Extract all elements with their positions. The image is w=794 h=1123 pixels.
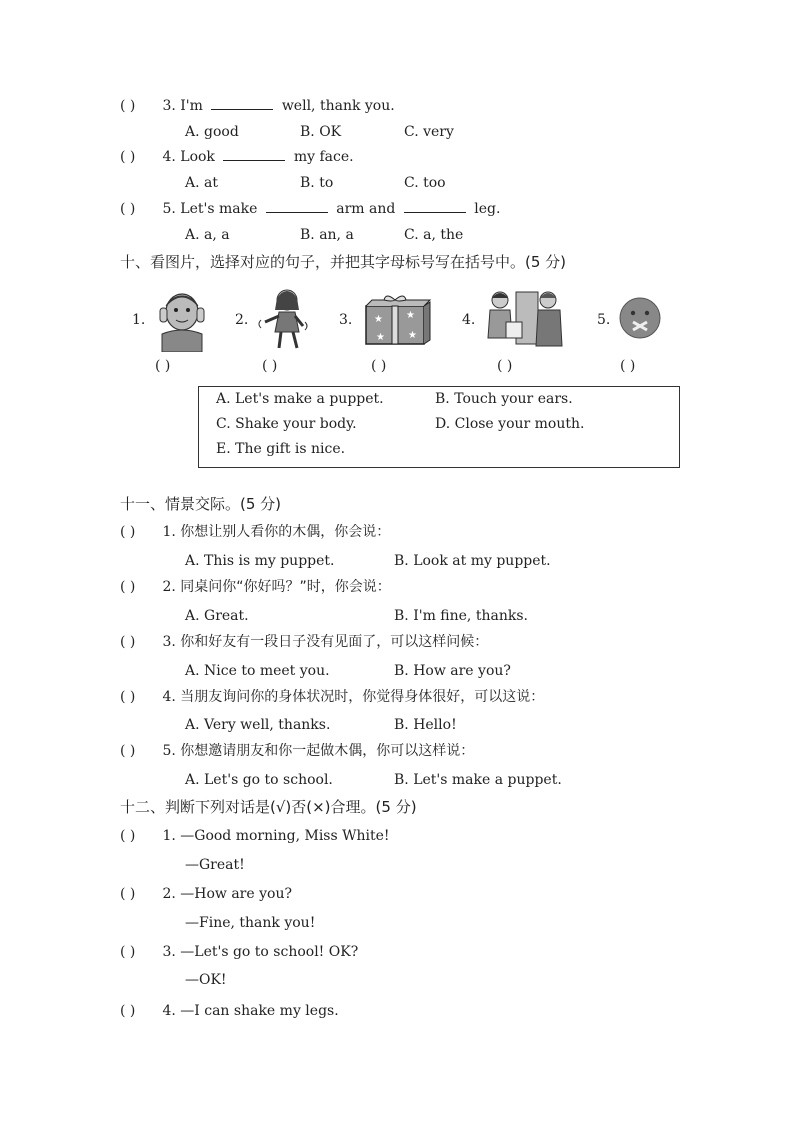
q11-item-3 — [120, 633, 488, 651]
option-a: A. Great. — [185, 608, 249, 624]
answer-paren[interactable]: ( ) — [120, 886, 136, 902]
dialogue-reply: —OK! — [185, 972, 227, 988]
picture-number: 5. — [597, 312, 611, 328]
dialogue-line: —Good morning, Miss White! — [180, 828, 390, 844]
option-b: B. to — [300, 175, 334, 191]
q12-item-3 — [120, 943, 358, 961]
box-option-e: E. The gift is nice. — [216, 441, 346, 457]
sentence-part: Look — [180, 149, 215, 165]
answer-paren[interactable]: ( ) — [120, 828, 136, 844]
section-10-heading: 十、看图片，选择对应的句子，并把其字母标号写在括号中。(5 分) — [120, 253, 567, 271]
option-b: B. an, a — [300, 227, 354, 243]
option-b: B. How are you? — [394, 663, 511, 679]
q12-item-2 — [120, 885, 292, 903]
option-a: A. Let's go to school. — [185, 772, 333, 788]
section-11-heading: 十一、情景交际。(5 分) — [120, 495, 282, 513]
q9-item-4 — [120, 148, 354, 166]
answer-paren[interactable]: ( ) — [120, 201, 136, 217]
sentence-part: my face. — [293, 149, 354, 165]
picture-answer-paren[interactable]: ( ) — [155, 358, 171, 374]
box-option-c: C. Shake your body. — [216, 416, 357, 432]
boy-touching-ears-picture — [152, 288, 212, 352]
answer-paren[interactable]: ( ) — [120, 944, 136, 960]
sentence-part: I'm — [180, 98, 203, 114]
option-a: A. good — [185, 124, 239, 140]
q11-item-4 — [120, 688, 544, 706]
option-b: B. Look at my puppet. — [394, 553, 551, 569]
fill-blank[interactable] — [211, 97, 273, 110]
option-c: C. a, the — [404, 227, 464, 243]
picture-answer-paren[interactable]: ( ) — [497, 358, 513, 374]
q11-item-5 — [120, 742, 474, 760]
answer-paren[interactable]: ( ) — [120, 743, 136, 759]
answer-paren[interactable]: ( ) — [120, 524, 136, 540]
picture-number: 3. — [339, 312, 353, 328]
fill-blank[interactable] — [266, 200, 328, 213]
girl-shaking-body-picture — [255, 286, 311, 352]
option-b: B. OK — [300, 124, 342, 140]
box-option-b: B. Touch your ears. — [435, 391, 573, 407]
item-number: 3. — [162, 944, 176, 960]
svg-text:★: ★ — [408, 330, 417, 341]
item-number: 4. — [162, 1003, 176, 1019]
option-c: C. very — [404, 124, 454, 140]
question-prompt: 你和好友有一段日子没有见面了，可以这样问候： — [180, 634, 489, 650]
sentence-part: Let's make — [180, 201, 258, 217]
item-number: 4. — [162, 689, 176, 705]
question-prompt: 同桌问你“你好吗？”时，你会说： — [180, 579, 391, 595]
option-a: A. Nice to meet you. — [185, 663, 330, 679]
box-option-a: A. Let's make a puppet. — [216, 391, 384, 407]
svg-text:★: ★ — [376, 332, 385, 343]
answer-paren[interactable]: ( ) — [120, 1003, 136, 1019]
fill-blank[interactable] — [404, 200, 466, 213]
dialogue-line: —How are you? — [180, 886, 292, 902]
option-a: A. This is my puppet. — [185, 553, 335, 569]
sentence-part: arm and — [336, 201, 396, 217]
option-b: B. Hello! — [394, 717, 457, 733]
dialogue-line: —Let's go to school! OK? — [180, 944, 359, 960]
gift-box-picture — [362, 292, 432, 348]
q12-item-4 — [120, 1002, 339, 1020]
answer-paren[interactable]: ( ) — [120, 689, 136, 705]
picture-number: 2. — [235, 312, 249, 328]
option-c: C. too — [404, 175, 446, 191]
q11-item-2 — [120, 578, 391, 596]
dialogue-reply: —Fine, thank you! — [185, 915, 316, 931]
options-box — [198, 386, 680, 468]
picture-number: 4. — [462, 312, 476, 328]
item-number: 2. — [162, 886, 176, 902]
answer-paren[interactable]: ( ) — [120, 98, 136, 114]
answer-paren[interactable]: ( ) — [120, 149, 136, 165]
section-12-heading: 十二、判断下列对话是(√)否(×)合理。(5 分) — [120, 798, 417, 816]
dialogue-line: —I can shake my legs. — [180, 1003, 339, 1019]
item-number: 1. — [162, 524, 176, 540]
dialogue-reply: —Great! — [185, 857, 245, 873]
item-number: 2. — [162, 579, 176, 595]
option-b: B. I'm fine, thanks. — [394, 608, 528, 624]
q11-item-1 — [120, 523, 390, 541]
picture-number: 1. — [132, 312, 146, 328]
q9-item-5 — [120, 200, 500, 218]
item-number: 5. — [162, 743, 176, 759]
question-prompt: 当朋友询问你的身体状况时，你觉得身体很好，可以这说： — [180, 689, 545, 705]
option-b: B. Let's make a puppet. — [394, 772, 562, 788]
option-a: A. at — [185, 175, 218, 191]
face-closed-mouth-picture — [618, 296, 662, 340]
item-number: 3. — [162, 634, 176, 650]
fill-blank[interactable] — [223, 148, 285, 161]
item-number: 3. — [162, 98, 176, 114]
svg-text:★: ★ — [374, 314, 383, 325]
sentence-part: leg. — [474, 201, 501, 217]
kids-making-puppet-picture — [484, 288, 568, 350]
picture-answer-paren[interactable]: ( ) — [262, 358, 278, 374]
q9-item-3 — [120, 97, 395, 115]
sentence-part: well, thank you. — [281, 98, 395, 114]
question-prompt: 你想让别人看你的木偶，你会说： — [180, 524, 391, 540]
q12-item-1 — [120, 827, 390, 845]
picture-answer-paren[interactable]: ( ) — [371, 358, 387, 374]
item-number: 5. — [162, 201, 176, 217]
item-number: 4. — [162, 149, 176, 165]
item-number: 1. — [162, 828, 176, 844]
question-prompt: 你想邀请朋友和你一起做木偶，你可以这样说： — [180, 743, 475, 759]
picture-answer-paren[interactable]: ( ) — [620, 358, 636, 374]
answer-paren[interactable]: ( ) — [120, 579, 136, 595]
answer-paren[interactable]: ( ) — [120, 634, 136, 650]
option-a: A. Very well, thanks. — [185, 717, 331, 733]
box-option-d: D. Close your mouth. — [435, 416, 585, 432]
option-a: A. a, a — [185, 227, 230, 243]
svg-text:★: ★ — [406, 310, 415, 321]
